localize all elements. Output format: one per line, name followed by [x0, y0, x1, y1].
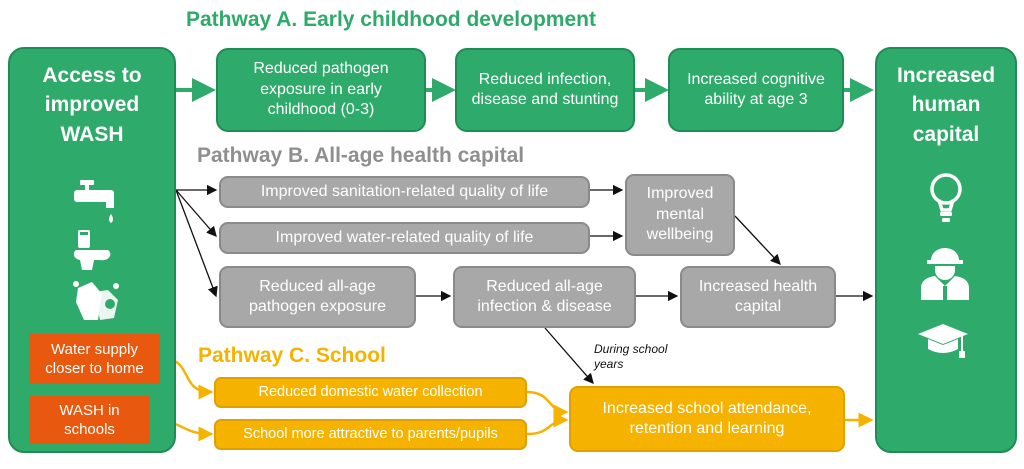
- box-water-quality-of-life: Improved water-related quality of life: [219, 222, 590, 254]
- box-increased-school-attendance: Increased school attendance, retention and learning: [569, 386, 845, 452]
- pathway-c-title: Pathway C. School: [198, 344, 386, 367]
- box-reduced-infection-stunting: Reduced infection, disease and stunting: [455, 48, 635, 132]
- box-sanitation-quality-of-life: Improved sanitation-related quality of life: [219, 176, 590, 208]
- box-water-supply-closer: Water supply closer to home: [29, 334, 160, 384]
- box-improved-mental-wellbeing: Improved mental wellbeing: [625, 174, 735, 256]
- pathway-a-title: Pathway A. Early childhood development: [186, 8, 596, 31]
- worker-icon: [917, 244, 973, 300]
- water-tap-icon: [70, 180, 120, 226]
- box-reduced-pathogen-exposure: Reduced pathogen exposure in early childhood (0-3): [216, 48, 426, 132]
- box-reduced-infection-disease-all-age: Reduced all-age infection & disease: [453, 266, 636, 328]
- arrow-b-exposure: [176, 190, 216, 296]
- lightbulb-icon: [929, 172, 963, 224]
- left-panel-title: Access to improved WASH: [42, 64, 142, 146]
- box-school-more-attractive: School more attractive to parents/pupils: [214, 419, 527, 450]
- pathway-b-title: Pathway B. All-age health capital: [197, 144, 525, 167]
- box-reduced-pathogen-exposure-all-age: Reduced all-age pathogen exposure: [219, 266, 416, 328]
- box-reduced-water-collection: Reduced domestic water collection: [214, 377, 527, 408]
- handwashing-icon: [70, 278, 122, 324]
- arrow-c-attractive: [527, 420, 566, 434]
- arrow-c-collection: [527, 392, 566, 412]
- box-increased-health-capital: Increased health capital: [680, 266, 836, 328]
- during-school-years-note: During school years: [594, 342, 668, 371]
- box-increased-cognitive-ability: Increased cognitive ability at age 3: [668, 48, 844, 132]
- arrow-b-mental-health: [735, 216, 780, 264]
- graduation-cap-icon: [916, 322, 970, 360]
- box-wash-in-schools: WASH in schools: [29, 396, 150, 444]
- arrow-b-water: [176, 190, 216, 236]
- toilet-icon: [74, 228, 118, 272]
- arrow-b-infection-school: [545, 328, 593, 383]
- right-panel-title: Increased human capital: [896, 64, 996, 146]
